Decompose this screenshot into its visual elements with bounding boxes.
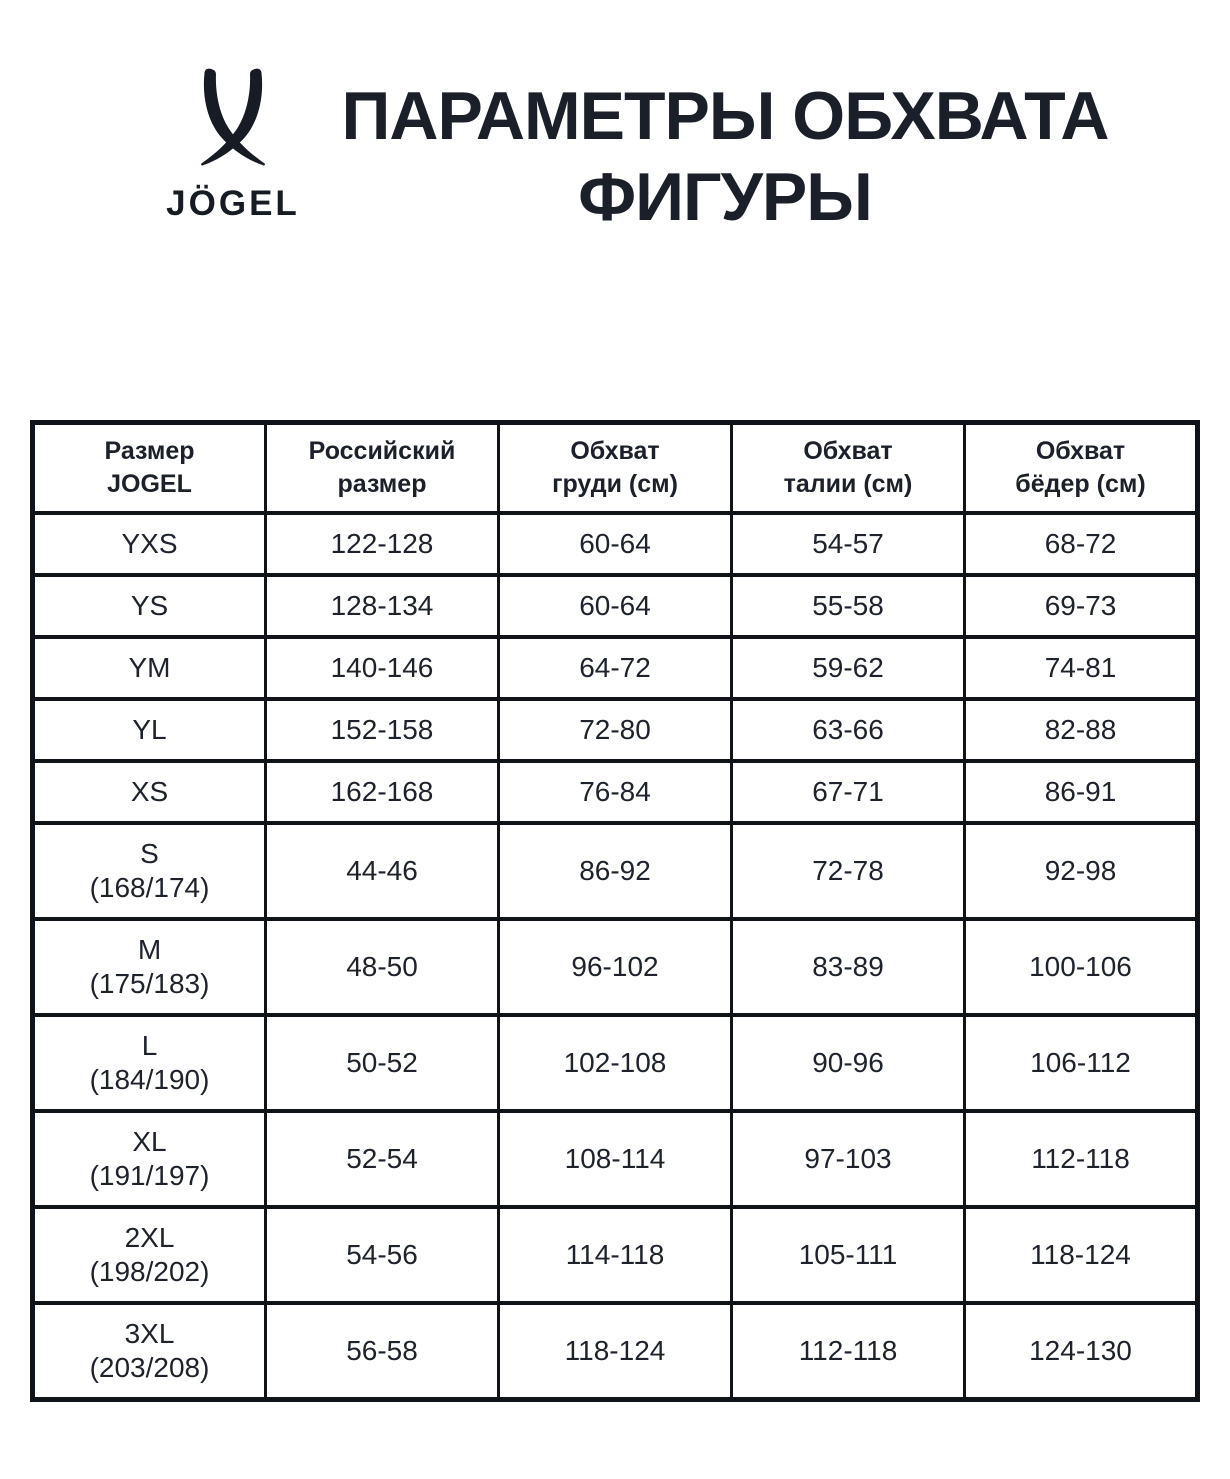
cell-chest: 96-102 [499,919,732,1015]
cell-hips: 92-98 [965,823,1198,919]
size-table-header [33,423,1198,514]
size-label: YXS [121,528,178,559]
size-table-row [33,1207,1198,1303]
cell-chest: 118-124 [499,1303,732,1400]
col-header-waist [732,423,965,514]
col-header-hips [965,423,1198,514]
size-table-row [33,575,1198,637]
size-table-body [33,513,1198,1400]
size-height-range: (198/202) [89,1256,210,1287]
cell-russian-size: 128-134 [266,575,499,637]
col-header-text: Российский [308,437,456,465]
size-label: 2XL [124,1222,175,1253]
size-table-row [33,699,1198,761]
cell-waist: 63-66 [732,699,965,761]
size-table [30,420,1200,1402]
cell-hips: 82-88 [965,699,1198,761]
cell-chest: 114-118 [499,1207,732,1303]
size-table-row [33,513,1198,575]
cell-russian-size: 54-56 [266,1207,499,1303]
cell-chest: 60-64 [499,513,732,575]
cell-jogel-size [33,761,266,823]
cell-waist: 97-103 [732,1111,965,1207]
cell-waist: 55-58 [732,575,965,637]
col-header-text: Размер [104,437,195,465]
cell-waist: 72-78 [732,823,965,919]
col-header-text: груди (см) [552,470,678,498]
size-label: S [140,838,159,869]
cell-russian-size: 56-58 [266,1303,499,1400]
cell-jogel-size [33,699,266,761]
cell-hips: 118-124 [965,1207,1198,1303]
cell-waist: 67-71 [732,761,965,823]
col-header-russian-size [266,423,499,514]
cell-russian-size: 152-158 [266,699,499,761]
cell-waist: 112-118 [732,1303,965,1400]
col-header-text: Обхват [803,437,893,465]
cell-waist: 54-57 [732,513,965,575]
size-label: YL [132,714,167,745]
size-table-row [33,823,1198,919]
cell-russian-size: 122-128 [266,513,499,575]
cell-hips: 112-118 [965,1111,1198,1207]
size-label: YM [128,652,171,683]
cell-waist: 90-96 [732,1015,965,1111]
cell-hips: 106-112 [965,1015,1198,1111]
size-table-row [33,637,1198,699]
size-label: 3XL [124,1318,175,1349]
cell-jogel-size [33,1111,266,1207]
cell-jogel-size [33,1207,266,1303]
size-label: L [141,1030,158,1061]
col-header-chest [499,423,732,514]
cell-jogel-size [33,1303,266,1400]
cell-russian-size: 162-168 [266,761,499,823]
cell-hips: 124-130 [965,1303,1198,1400]
cell-hips: 86-91 [965,761,1198,823]
cell-russian-size: 140-146 [266,637,499,699]
cell-jogel-size [33,919,266,1015]
cell-jogel-size [33,575,266,637]
cell-hips: 74-81 [965,637,1198,699]
size-height-range: (184/190) [89,1064,210,1095]
cell-hips: 68-72 [965,513,1198,575]
cell-chest: 108-114 [499,1111,732,1207]
cell-waist: 59-62 [732,637,965,699]
cell-chest: 86-92 [499,823,732,919]
cell-jogel-size [33,823,266,919]
cell-waist: 83-89 [732,919,965,1015]
size-table-row [33,919,1198,1015]
size-label: XL [132,1126,167,1157]
size-label: YS [130,590,169,621]
cell-russian-size: 44-46 [266,823,499,919]
size-table-row [33,761,1198,823]
cell-chest: 64-72 [499,637,732,699]
jogel-wordmark: JÖGEL [166,184,300,223]
cell-chest: 72-80 [499,699,732,761]
cell-hips: 100-106 [965,919,1198,1015]
size-label: XS [130,776,169,807]
cell-russian-size: 48-50 [266,919,499,1015]
col-header-text: Обхват [1035,437,1126,465]
col-header-jogel-size [33,423,266,514]
page-title [250,76,1200,238]
cell-jogel-size [33,513,266,575]
cell-waist: 105-111 [732,1207,965,1303]
cell-hips: 69-73 [965,575,1198,637]
page-title-line1: ПАРАМЕТРЫ ОБХВАТА [341,78,1109,154]
col-header-text: размер [337,470,427,498]
header-row [33,423,1198,514]
cell-jogel-size [33,637,266,699]
cell-jogel-size [33,1015,266,1111]
col-header-text: талии (см) [783,470,913,498]
page-title-line2: ФИГУРЫ [578,159,872,235]
cell-russian-size: 50-52 [266,1015,499,1111]
size-label: M [137,934,162,965]
size-height-range: (203/208) [89,1352,210,1383]
cell-russian-size: 52-54 [266,1111,499,1207]
size-height-range: (168/174) [89,872,210,903]
size-height-range: (175/183) [89,968,210,999]
size-table-row [33,1111,1198,1207]
col-header-text: Обхват [570,437,660,465]
size-table-row [33,1303,1198,1400]
col-header-text: JOGEL [107,470,192,498]
cell-chest: 76-84 [499,761,732,823]
size-height-range: (191/197) [89,1160,210,1191]
cell-chest: 60-64 [499,575,732,637]
col-header-text: бёдер (см) [1015,470,1146,498]
size-table-row [33,1015,1198,1111]
cell-chest: 102-108 [499,1015,732,1111]
